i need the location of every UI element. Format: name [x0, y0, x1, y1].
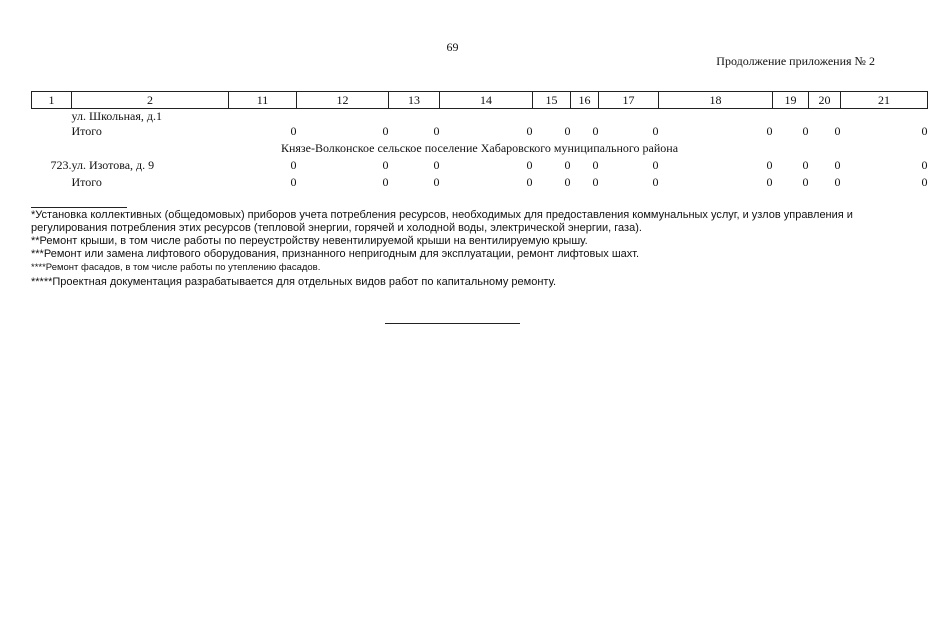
section-heading: Князе-Волконское сельское поселение Хабаровского муниципального района [280, 141, 679, 155]
end-separator [385, 323, 520, 324]
value-cell: 0 [652, 158, 659, 172]
column-header: 16 [571, 92, 599, 109]
value-cell: 0 [766, 124, 773, 138]
footnote-roof: **Ремонт крыши, в том числе работы по переустройству невентилируемой крыши на вентилируемую крышу. [31, 235, 588, 247]
column-header: 17 [599, 92, 659, 109]
value-cell: 0 [526, 124, 533, 138]
column-header: 15 [533, 92, 571, 109]
value-cell: 0 [921, 124, 928, 138]
column-header: 13 [389, 92, 440, 109]
value-cell: 0 [526, 175, 533, 189]
value-cell: 0 [382, 124, 389, 138]
column-header: 21 [841, 92, 928, 109]
value-cell: 0 [766, 158, 773, 172]
total-label: Итого [71, 175, 102, 189]
value-cell: 0 [433, 124, 440, 138]
value-cell: 0 [834, 175, 841, 189]
value-cell: 0 [802, 175, 809, 189]
value-cell: 0 [382, 175, 389, 189]
value-cell: 0 [564, 124, 571, 138]
value-cell: 0 [592, 124, 599, 138]
column-header: 12 [297, 92, 389, 109]
footnote-meters: *Установка коллективных (общедомовых) приборов учета потребления ресурсов, необходимых для предоставления коммунальных услуг, и узлов управления и регулирования потребления этих ресурсов (тепловой энергии, горячей и холодной воды, электрической энергии, газа). [31, 209, 853, 234]
footnote-design-docs: *****Проектная документация разрабатывается для отдельных видов работ по капитальному ремонту. [31, 276, 557, 288]
column-header: 18 [659, 92, 773, 109]
value-cell: 0 [802, 124, 809, 138]
column-header: 1 [32, 92, 72, 109]
value-cell: 0 [592, 158, 599, 172]
value-cell: 0 [290, 158, 297, 172]
value-cell: 0 [766, 175, 773, 189]
table-row-total [32, 123, 928, 140]
value-cell: 0 [526, 158, 533, 172]
footnote-elevator: ***Ремонт или замена лифтового оборудования, признанного непригодным для эксплуатации, ремонт лифтовых шахт. [31, 248, 640, 260]
repair-plan-table [31, 91, 928, 191]
page-number: 69 [446, 40, 459, 54]
column-header: 20 [809, 92, 841, 109]
footnote-separator [31, 207, 127, 208]
value-cell: 0 [921, 158, 928, 172]
value-cell: 0 [382, 158, 389, 172]
column-header: 19 [773, 92, 809, 109]
value-cell: 0 [652, 124, 659, 138]
value-cell: 0 [564, 158, 571, 172]
footnotes [31, 209, 861, 289]
appendix-continuation-label: Продолжение приложения № 2 [716, 54, 875, 68]
table-row-total [32, 174, 928, 191]
table-row-section-heading [32, 140, 928, 157]
column-header: 11 [229, 92, 297, 109]
value-cell: 0 [802, 158, 809, 172]
value-cell: 0 [652, 175, 659, 189]
total-label: Итого [71, 124, 102, 138]
value-cell: 0 [433, 175, 440, 189]
address-cell: ул. Изотова, д. 9 [71, 158, 155, 172]
column-header: 2 [72, 92, 229, 109]
value-cell: 0 [564, 175, 571, 189]
table-row-723 [32, 157, 928, 174]
table-row-school-address [32, 109, 928, 124]
column-number-header-row [32, 92, 928, 109]
value-cell: 0 [921, 175, 928, 189]
value-cell: 0 [834, 158, 841, 172]
column-header: 14 [440, 92, 533, 109]
address-cell: ул. Школьная, д.1 [71, 109, 162, 123]
value-cell: 0 [290, 175, 297, 189]
footnote-facade: ****Ремонт фасадов, в том числе работы по утеплению фасадов. [31, 262, 321, 273]
value-cell: 0 [290, 124, 297, 138]
value-cell: 0 [834, 124, 841, 138]
value-cell: 0 [433, 158, 440, 172]
row-index: 723. [50, 158, 72, 172]
value-cell: 0 [592, 175, 599, 189]
